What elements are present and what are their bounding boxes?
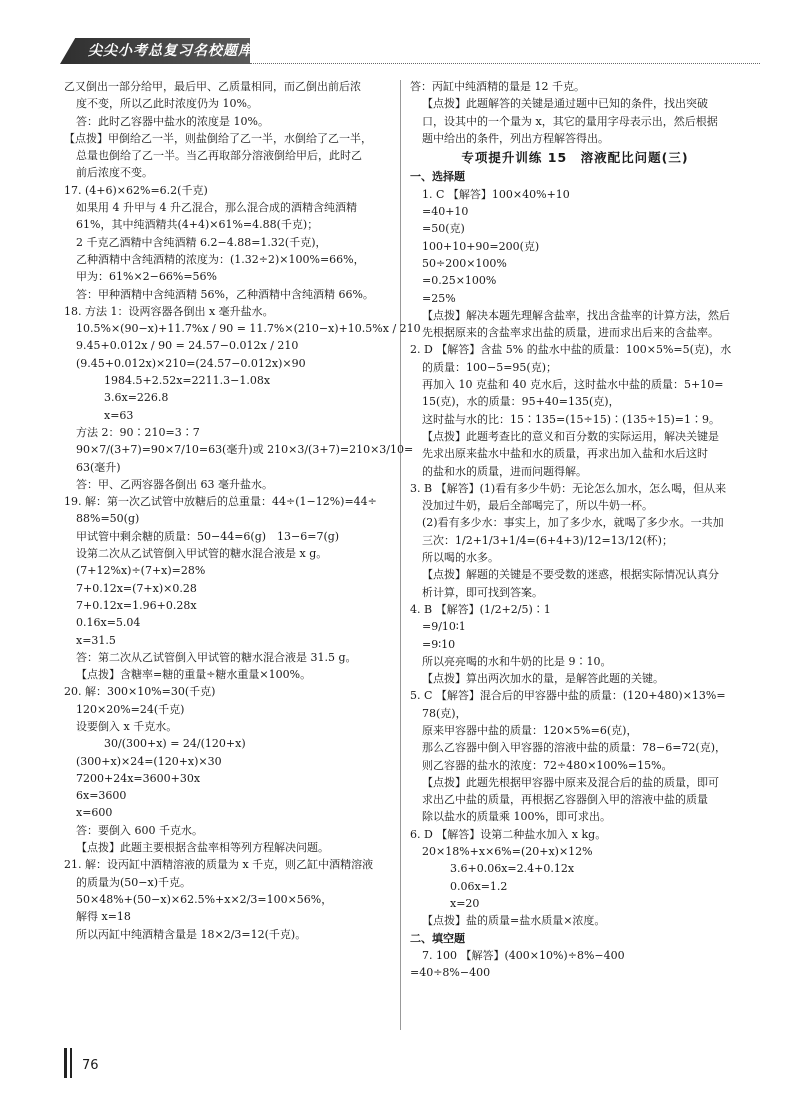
left-line: 甲为：61%×2−66%=56% [76,270,217,284]
left-line: 7+0.12x=1.96+0.28x [76,598,197,612]
right-line: =40÷8%−400 [410,966,491,980]
right-line: 所以亮亮喝的水和牛奶的比是 9∶10。 [422,654,612,668]
right-line: 先求出原来盐水中盐和水的质量，再求出加入盐和水后这时 [422,447,708,461]
right-line: 78(克)， [422,706,467,720]
left-line: 3.6x=226.8 [104,391,169,405]
left-line: 设第二次从乙试管倒入甲试管的糖水混合液是 x g。 [76,547,328,561]
left-line: 61%，其中纯酒精共(4+4)×61%=4.88(千克)； [76,218,319,232]
left-line: 如果用 4 升甲与 4 升乙混合，那么混合成的酒精含纯酒精 [76,201,357,215]
header-title: 尖尖小考总复习名校题库 [88,43,253,59]
left-line: 答：此时乙容器中盐水的浓度是 10%。 [76,114,269,128]
right-line: 答：丙缸中纯酒精的量是 12 千克。 [410,80,585,93]
right-line: 口，设其中的一个量为 x，其它的量用字母表示出，然后根据 [422,114,718,128]
left-line: 18. 方法 1：设两容器各倒出 x 毫升盐水。 [64,304,274,318]
right-column [410,78,740,981]
left-line: 10.5%×(90−x)+11.7%x / 90 = 11.7%×(210−x)+10.5%x / 210 [76,322,421,336]
left-line: 前后浓度不变。 [76,166,153,180]
right-line: 三次：1/2+1/3+1/4=(6+4+3)/12=13/12(杯)； [422,533,673,547]
left-line: x=63 [104,408,134,422]
right-line: 【点拨】解决本题先理解含盐率，找出含盐率的计算方法，然后 [422,308,730,322]
right-line: 【点拨】此题解答的关键是通过题中已知的条件，找出突破 [422,97,708,111]
left-line: 30/(300+x) = 24/(120+x) [104,737,246,751]
right-line: 析计算，即可找到答案。 [422,585,543,599]
right-line: 再加入 10 克盐和 40 克水后，这时盐水中盐的质量：5+10= [422,378,724,392]
left-line: (7+12%x)÷(7+x)=28% [76,564,206,578]
right-line: 所以喝的水多。 [422,551,499,565]
left-line: 设要倒入 x 千克水。 [76,719,178,733]
right-line: 【点拨】此题先根据甲容器中原来及混合后的盐的质量，即可 [422,775,719,789]
left-line: 7200+24x=3600+30x [76,771,201,785]
left-line: 6x=3600 [76,789,127,803]
left-line: 答：甲、乙两容器各倒出 63 毫升盐水。 [76,477,273,491]
left-line: 答：甲种酒精中含纯酒精 56%，乙种酒精中含纯酒精 66%。 [76,287,374,301]
left-line: 方法 2：90∶210=3∶7 [76,425,200,439]
right-line: 1. C 【解答】100×40%+10 [422,187,570,201]
right-line: 0.06x=1.2 [450,879,508,893]
right-line: 的质量：100−5=95(克)； [422,360,558,374]
left-line: (300+x)×24=(120+x)×30 [76,754,222,768]
left-line: 19. 解：第一次乙试管中放糖后的总重量：44÷(1−12%)=44÷ [64,495,377,509]
right-line: 没加过牛奶，最后全部喝完了，所以牛奶一杯。 [422,499,653,513]
right-line: 题中给出的条件，列出方程解答得出。 [422,131,609,145]
left-line: 2 千克乙酒精中含纯酒精 6.2−4.88=1.32(千克)， [76,235,327,249]
right-line: 20×18%+x×6%=(20+x)×12% [422,845,593,859]
right-line: 二、填空题 [410,931,465,945]
left-line: 答：要倒入 600 千克水。 [76,823,203,837]
right-line: 50÷200×100% [422,256,507,270]
right-line: =9∶10 [422,637,456,651]
left-line: 0.16x=5.04 [76,616,141,630]
left-line: 50×48%+(50−x)×62.5%+x×2/3=100×56%， [76,892,333,906]
left-line: 90×7/(3+7)=90×7/10=63(毫升)或 210×3/(3+7)=210×3/10= [76,443,414,457]
left-line: 甲试管中剩余糖的质量：50−44=6(g) 13−6=7(g) [76,529,340,543]
left-line: 所以丙缸中纯酒精含量是 18×2/3=12(千克)。 [76,927,307,941]
left-line: 【点拨】含糖率=糖的重量÷糖水重量×100%。 [76,668,312,682]
page-number: 76 [82,1058,99,1073]
left-line: 120×20%=24(千克) [76,702,185,716]
right-line: 那么乙容器中倒入甲容器的溶液中盐的质量：78−6=72(克)， [422,741,727,755]
left-line: 【点拨】此题主要根据含盐率相等列方程解决问题。 [76,841,329,855]
right-line: (2)看有多少水：事实上，加了多少水，就喝了多少水。一共加 [422,516,724,530]
left-line: 88%=50(g) [76,512,140,526]
right-line: 2. D 【解答】含盐 5% 的盐水中盐的质量：100×5%=5(克)，水 [410,343,732,357]
column-divider [400,80,401,1030]
right-line: 这时盐与水的比：15∶135=(15÷15)∶(135÷15)=1∶9。 [422,412,721,426]
left-line: 乙又倒出一部分给甲，最后甲、乙质量相同，而乙倒出前后浓 [64,80,361,93]
right-line: x=20 [450,896,480,910]
left-line: x=600 [76,806,113,820]
right-line: 6. D 【解答】设第二种盐水加入 x kg。 [410,827,607,841]
left-line: 解得 x=18 [76,910,131,924]
right-line: 原来甲容器中盐的质量：120×5%=6(克)， [422,723,638,737]
left-column [64,78,421,943]
left-line: 度不变，所以乙此时浓度仍为 10%。 [76,97,258,111]
left-line: 的质量为(50−x)千克。 [76,875,191,889]
left-line: 21. 解：设丙缸中酒精溶液的质量为 x 千克，则乙缸中酒精溶液 [64,858,374,872]
header-rule [250,63,760,64]
right-line: =9/10∶1 [422,620,466,634]
right-line: 5. C 【解答】混合后的甲容器中盐的质量：(120+480)×13%= [410,689,726,703]
left-line: 7+0.12x=(7+x)×0.28 [76,581,197,595]
page-header [60,34,760,68]
left-line: 17. (4+6)×62%=6.2(千克) [64,183,208,197]
left-line: 乙种酒精中含纯酒精的浓度为：(1.32÷2)×100%=66%， [76,252,365,266]
left-line: 20. 解：300×10%=30(千克) [64,685,216,699]
right-line: =0.25×100% [422,274,497,288]
section-title: 专项提升训练 15 溶液配比问题(三) [461,150,689,166]
left-line: 答：第二次从乙试管倒入甲试管的糖水混合液是 31.5 g。 [76,650,357,664]
right-line: 3. B 【解答】(1)看有多少牛奶：无论怎么加水，怎么喝，但从来 [410,481,727,495]
right-line: 【点拨】解题的关键是不要受数的迷惑，根据实际情况认真分 [422,568,719,582]
right-line: 求出乙中盐的质量，再根据乙容器倒入甲的溶液中盐的质量 [422,793,708,807]
left-line: 63(毫升) [76,460,121,474]
left-line: (9.45+0.012x)×210=(24.57−0.012x)×90 [76,356,306,370]
right-line: 【点拨】此题考查比的意义和百分数的实际运用，解决关键是 [422,429,719,443]
right-line: 的盐和水的质量，进而问题得解。 [422,464,587,478]
right-line: =50(克) [422,222,465,236]
right-line: 3.6+0.06x=2.4+0.12x [450,862,575,876]
right-line: 先根据原来的含盐率求出盐的质量，进而求出后来的含盐率。 [422,326,719,340]
right-line: 除以盐水的质量乘 100%，即可求出。 [422,810,611,824]
right-line: 【点拨】盐的质量=盐水质量×浓度。 [422,914,606,928]
right-line: =40+10 [422,205,469,219]
right-line: 7. 100 【解答】(400×10%)÷8%−400 [422,948,625,962]
right-line: =25% [422,291,456,305]
right-line: 4. B 【解答】(1/2+2/5)∶1 [410,602,551,616]
left-line: x=31.5 [76,633,116,647]
left-line: 【点拨】甲倒给乙一半，则盐倒给了乙一半，水倒给了乙一半， [64,131,372,145]
right-line: 15(克)，水的质量：95+40=135(克)， [422,395,620,409]
right-line: 100+10+90=200(克) [422,239,540,253]
right-line: 【点拨】算出两次加水的量，是解答此题的关键。 [422,672,664,686]
right-line: 一、选择题 [410,170,465,184]
left-line: 总量也倒给了乙一半。当乙再取部分溶液倒给甲后，此时乙 [76,149,362,163]
right-line: 则乙容器的盐水的浓度：72÷480×100%=15%。 [422,758,673,772]
footer-bars [64,1048,75,1078]
left-line: 9.45+0.012x / 90 = 24.57−0.012x / 210 [76,339,299,353]
left-line: 1984.5+2.52x=2211.3−1.08x [104,374,271,388]
